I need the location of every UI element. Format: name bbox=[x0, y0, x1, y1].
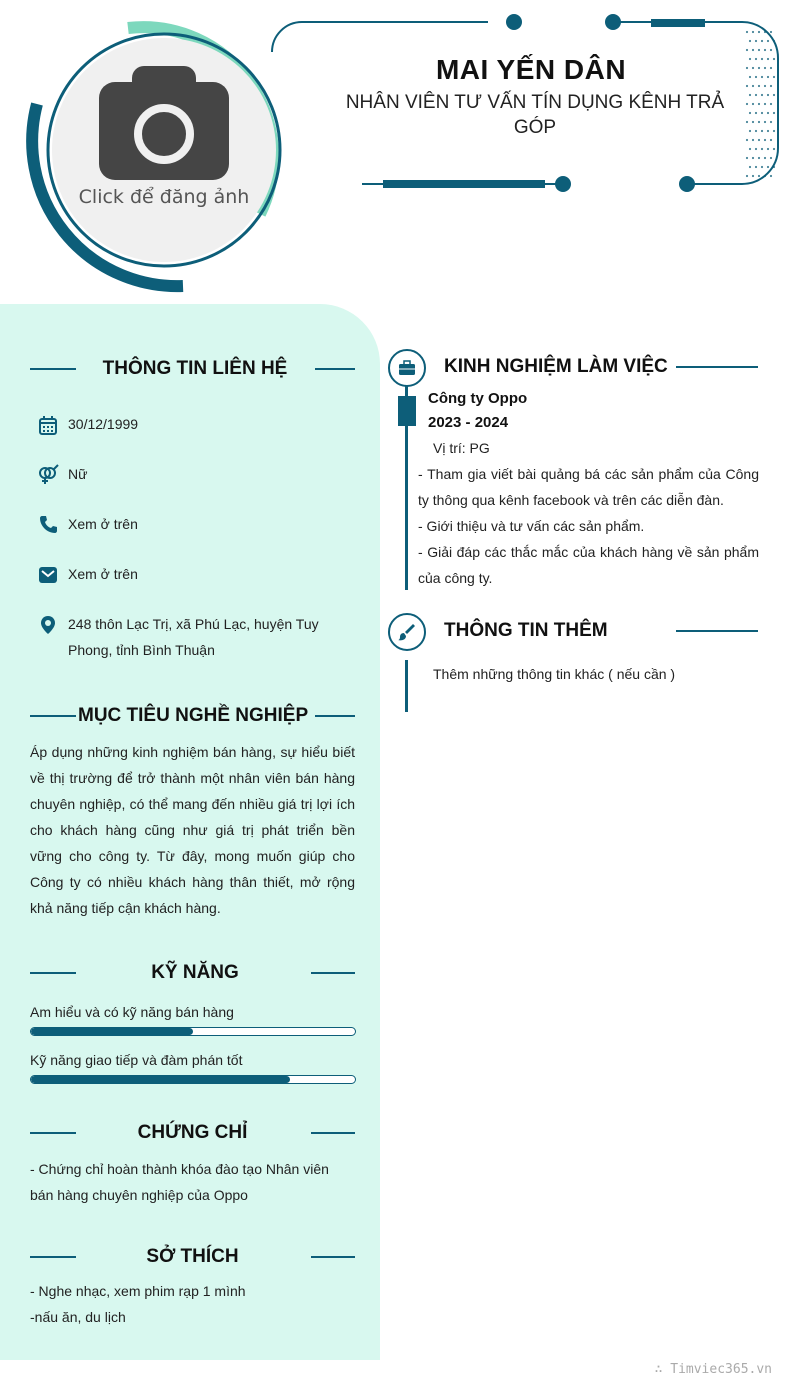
section-line bbox=[311, 1256, 355, 1258]
pattern-dot bbox=[764, 121, 766, 123]
pattern-dot bbox=[749, 58, 751, 60]
brush-icon bbox=[390, 615, 424, 649]
section-line bbox=[311, 1132, 355, 1134]
location-icon bbox=[38, 615, 58, 635]
pattern-dot bbox=[761, 40, 763, 42]
phone-icon bbox=[38, 514, 58, 534]
footer-brand-text: Timviec365.vn bbox=[670, 1362, 772, 1377]
pattern-dot bbox=[773, 112, 775, 114]
skill-bar bbox=[30, 1075, 356, 1084]
pattern-dot bbox=[761, 94, 763, 96]
pattern-dot bbox=[746, 85, 748, 87]
pattern-dot bbox=[764, 175, 766, 177]
duty-item: - Giới thiệu và tư vấn các sản phẩm. bbox=[418, 518, 645, 534]
pattern-dot bbox=[746, 103, 748, 105]
pattern-dot bbox=[767, 112, 769, 114]
certificates-text: - Chứng chỉ hoàn thành khóa đào tạo Nhân viên bán hàng chuyên nghiệp của Oppo bbox=[30, 1161, 329, 1203]
pattern-dot bbox=[758, 103, 760, 105]
pattern-dot bbox=[770, 85, 772, 87]
pattern-dot bbox=[761, 76, 763, 78]
pattern-dot bbox=[764, 103, 766, 105]
pattern-dot bbox=[752, 157, 754, 159]
pattern-dot bbox=[761, 112, 763, 114]
skill-label: Am hiểu và có kỹ năng bán hàng bbox=[30, 1004, 234, 1020]
company-name: Công ty Oppo bbox=[428, 390, 528, 407]
objective-text: Áp dụng những kinh nghiệm bán hàng, sự hiểu biết về thị trường để trở thành một nhân viên bán hàng chuyên nghiệp, có thể mang đến nhiều giá trị lợi ích cho khách hàng cũng như giá trị phát triển bền vững cho công ty. Từ đây, mong muốn giúp cho Công ty có nhiều khách hàng thân thiết, mở rộng khả năng tiếp cận khách hàng. bbox=[30, 744, 355, 916]
job-title: NHÂN VIÊN TƯ VẤN TÍN DỤNG KÊNH TRẢ GÓP bbox=[345, 92, 725, 138]
pattern-dot bbox=[752, 121, 754, 123]
section-line bbox=[315, 368, 355, 370]
pattern-dot bbox=[764, 157, 766, 159]
pattern-dot bbox=[764, 49, 766, 51]
pattern-dot bbox=[773, 166, 775, 168]
duty-item: - Tham gia viết bài quảng bá các sản phẩm của Công ty thông qua kênh facebook và trên các diễn đàn. bbox=[418, 466, 759, 508]
pattern-dot bbox=[770, 67, 772, 69]
pattern-dot bbox=[758, 49, 760, 51]
objective-heading: MỤC TIÊU NGHỀ NGHIỆP bbox=[78, 705, 309, 726]
pattern-dot bbox=[755, 130, 757, 132]
section-line bbox=[676, 366, 758, 368]
phone: Xem ở trên bbox=[68, 516, 138, 532]
pattern-dot bbox=[755, 112, 757, 114]
pattern-dot bbox=[749, 148, 751, 150]
pattern-dot bbox=[767, 76, 769, 78]
pattern-dot bbox=[746, 139, 748, 141]
section-line bbox=[30, 972, 76, 974]
work-period: 2023 - 2024 bbox=[428, 414, 509, 431]
pattern-dot bbox=[755, 166, 757, 168]
position: Vị trí: PG bbox=[433, 440, 490, 456]
experience-icon-circle bbox=[388, 349, 426, 387]
pattern-dot bbox=[773, 148, 775, 150]
email-icon bbox=[38, 565, 58, 585]
section-line bbox=[676, 630, 758, 632]
pattern-dot bbox=[752, 139, 754, 141]
pattern-dot bbox=[746, 157, 748, 159]
pattern-dot bbox=[767, 94, 769, 96]
pattern-dot bbox=[773, 40, 775, 42]
experience-heading: KINH NGHIỆM LÀM VIỆC bbox=[444, 356, 668, 377]
pattern-dot bbox=[761, 148, 763, 150]
pattern-dot bbox=[758, 67, 760, 69]
candidate-name: MAI YẾN DÂN bbox=[435, 54, 627, 85]
certificates-heading: CHỨNG CHỈ bbox=[137, 1122, 248, 1143]
pattern-dot bbox=[746, 175, 748, 177]
pattern-dot bbox=[752, 31, 754, 33]
pattern-dot bbox=[749, 76, 751, 78]
pattern-dot bbox=[764, 67, 766, 69]
timeline-marker bbox=[398, 396, 416, 426]
pattern-dot bbox=[758, 175, 760, 177]
hobbies-heading: SỞ THÍCH bbox=[146, 1246, 239, 1267]
pattern-dot bbox=[770, 139, 772, 141]
address: 248 thôn Lạc Trị, xã Phú Lạc, huyện Tuy Phong, tỉnh Bình Thuận bbox=[68, 616, 319, 658]
skills-heading: KỸ NĂNG bbox=[151, 962, 239, 983]
pattern-dot bbox=[761, 166, 763, 168]
section-line bbox=[30, 715, 76, 717]
pattern-dot bbox=[767, 166, 769, 168]
pattern-dot bbox=[770, 121, 772, 123]
pattern-dot bbox=[758, 85, 760, 87]
pattern-dot bbox=[749, 130, 751, 132]
skill-bar-fill bbox=[31, 1028, 193, 1035]
pattern-dot bbox=[767, 148, 769, 150]
pattern-dot bbox=[758, 31, 760, 33]
gender: Nữ bbox=[68, 466, 88, 482]
briefcase-icon bbox=[390, 351, 424, 385]
pattern-dot bbox=[746, 49, 748, 51]
pattern-dot bbox=[770, 157, 772, 159]
pattern-dot bbox=[767, 58, 769, 60]
pattern-dot bbox=[749, 94, 751, 96]
pattern-dot bbox=[773, 94, 775, 96]
extra-text: Thêm những thông tin khác ( nếu cần ) bbox=[433, 666, 676, 682]
email: Xem ở trên bbox=[68, 566, 138, 582]
pattern-dot bbox=[746, 31, 748, 33]
pattern-dot bbox=[770, 31, 772, 33]
footer-brand: ∴ Timviec365.vn bbox=[654, 1362, 772, 1377]
pattern-dot bbox=[773, 58, 775, 60]
section-line bbox=[315, 715, 355, 717]
pattern-dot bbox=[761, 58, 763, 60]
pattern-dot bbox=[758, 121, 760, 123]
pattern-dot bbox=[770, 175, 772, 177]
pattern-dot bbox=[764, 139, 766, 141]
pattern-dot bbox=[755, 76, 757, 78]
skill-bar-fill bbox=[31, 1076, 290, 1083]
pattern-dot bbox=[746, 121, 748, 123]
camera-lens-icon bbox=[134, 104, 194, 164]
pattern-dot bbox=[755, 148, 757, 150]
calendar-icon bbox=[38, 415, 58, 435]
extra-icon-circle bbox=[388, 613, 426, 651]
pattern-dot bbox=[749, 112, 751, 114]
duty-item: - Giải đáp các thắc mắc của khách hàng về sản phẩm của công ty. bbox=[418, 544, 759, 586]
upload-photo-label[interactable]: Click để đăng ảnh bbox=[78, 186, 250, 208]
pattern-dot bbox=[767, 130, 769, 132]
pattern-dot bbox=[773, 130, 775, 132]
pattern-dot bbox=[758, 139, 760, 141]
pattern-dot bbox=[752, 175, 754, 177]
hobby-line: -nấu ăn, du lịch bbox=[30, 1309, 126, 1325]
contact-heading: THÔNG TIN LIÊN HỆ bbox=[102, 358, 288, 379]
section-line bbox=[311, 972, 355, 974]
pattern-dot bbox=[773, 76, 775, 78]
pattern-dot bbox=[752, 49, 754, 51]
hobby-line: - Nghe nhạc, xem phim rạp 1 mình bbox=[30, 1283, 246, 1299]
pattern-dot bbox=[752, 67, 754, 69]
birthday: 30/12/1999 bbox=[68, 416, 139, 432]
pattern-dot bbox=[746, 67, 748, 69]
pattern-dot bbox=[749, 40, 751, 42]
pattern-dot bbox=[752, 103, 754, 105]
skill-bar bbox=[30, 1027, 356, 1036]
skill-label: Kỹ năng giao tiếp và đàm phán tốt bbox=[30, 1052, 243, 1068]
pattern-dot bbox=[770, 49, 772, 51]
section-line bbox=[30, 368, 76, 370]
pattern-dot bbox=[749, 166, 751, 168]
timeline-line bbox=[405, 660, 408, 712]
pattern-dot bbox=[770, 103, 772, 105]
pattern-dot bbox=[761, 130, 763, 132]
pattern-dot bbox=[767, 40, 769, 42]
pattern-dot bbox=[755, 40, 757, 42]
gender-icon bbox=[36, 464, 60, 484]
pattern-dot bbox=[755, 58, 757, 60]
extra-heading: THÔNG TIN THÊM bbox=[444, 620, 608, 641]
section-line bbox=[30, 1132, 76, 1134]
pattern-dot bbox=[758, 157, 760, 159]
pattern-dot bbox=[764, 31, 766, 33]
section-line bbox=[30, 1256, 76, 1258]
pattern-dot bbox=[755, 94, 757, 96]
pattern-dot bbox=[752, 85, 754, 87]
pattern-dot bbox=[764, 85, 766, 87]
